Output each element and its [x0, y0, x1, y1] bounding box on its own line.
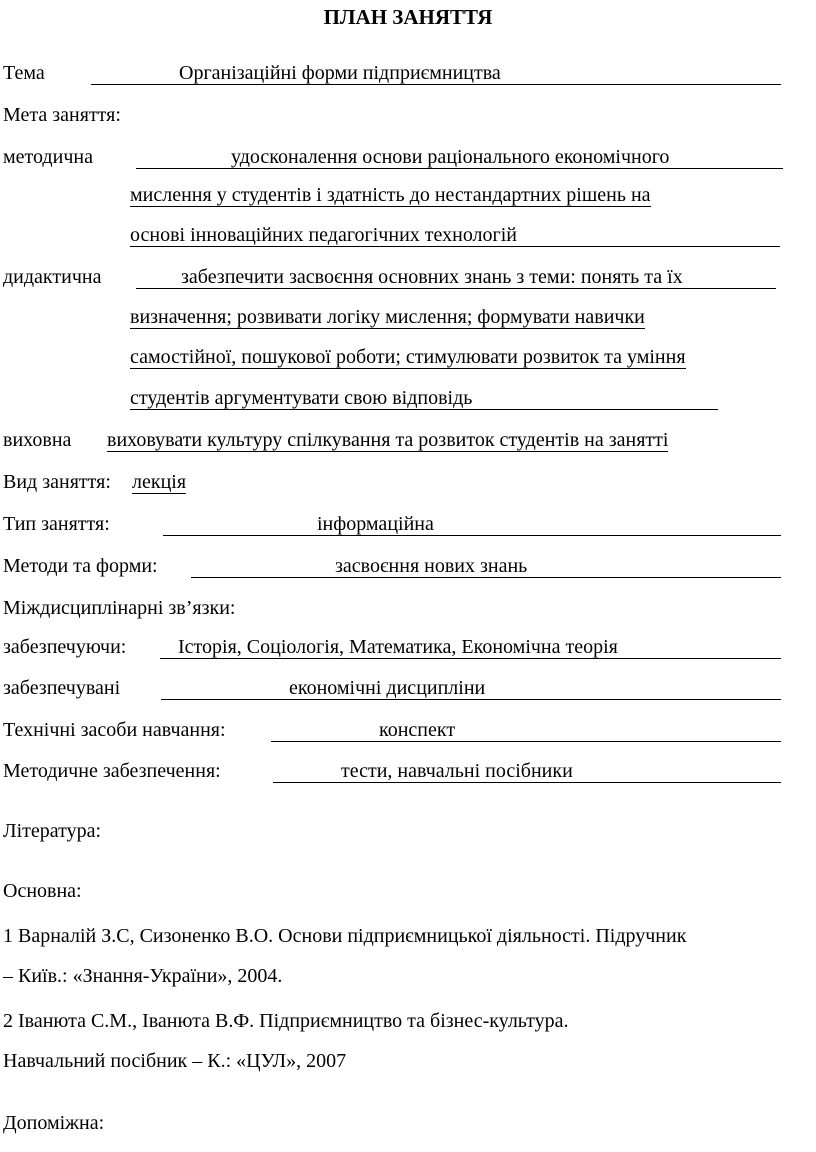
methodical-label: методична	[3, 146, 93, 168]
technical-row	[3, 715, 783, 745]
methodical-text-line-3: основі інноваційних педагогічних технологій	[130, 220, 780, 247]
goal-label: Мета заняття:	[3, 104, 121, 126]
didactic-label: дидактична	[3, 266, 102, 288]
reference-1-line-1: 1 Варналій З.С, Сизоненко В.О. Основи підприємницької діяльності. Підручник	[3, 925, 687, 947]
methods-value: засвоєння нових знань	[335, 555, 528, 577]
lesson-type-label: Тип заняття:	[3, 513, 110, 535]
providing-field	[160, 632, 781, 659]
main-literature-label: Основна:	[3, 880, 82, 902]
reference-2-line-1: 2 Іванюта С.М., Іванюта В.Ф. Підприємництво та бізнес-культура.	[3, 1010, 569, 1032]
provided-label: забезпечувані	[3, 677, 121, 699]
provided-row	[3, 673, 783, 703]
lesson-kind-label: Вид заняття:	[3, 471, 111, 493]
didactic-row	[3, 262, 783, 292]
methods-row	[3, 551, 783, 581]
methodical-line-3	[130, 220, 780, 246]
didactic-line-3	[130, 342, 686, 368]
additional-literature-label: Допоміжна:	[3, 1112, 105, 1134]
methodical-support-value: тести, навчальні посібники	[341, 760, 573, 782]
topic-value: Організаційні форми підприємництва	[179, 62, 501, 84]
educational-label: виховна	[3, 429, 72, 451]
provided-value: економічні дисципліни	[289, 677, 486, 699]
reference-2-line-2: Навчальний посібник – К.: «ЦУЛ», 2007	[3, 1050, 347, 1072]
topic-row	[3, 58, 783, 88]
educational-value: виховувати культуру спілкування та розвиток студентів на занятті	[107, 425, 668, 452]
didactic-line-2	[130, 302, 645, 328]
lesson-type-value: інформаційна	[317, 513, 434, 535]
document-title: ПЛАН ЗАНЯТТЯ	[323, 5, 493, 29]
educational-row	[3, 425, 793, 455]
methodical-line-2	[130, 180, 651, 206]
didactic-line-4	[130, 383, 718, 409]
lesson-type-field	[163, 509, 781, 536]
interdisciplinary-label: Міждисциплінарні зв’язки:	[3, 597, 236, 619]
reference-1-line-2: – Київ.: «Знання-України», 2004.	[3, 965, 283, 987]
methodical-support-row	[3, 756, 783, 786]
topic-field	[91, 58, 781, 85]
lesson-type-row	[3, 509, 783, 539]
technical-label: Технічні засоби навчання:	[3, 719, 226, 741]
didactic-text-line-4: студентів аргументувати свою відповідь	[130, 383, 718, 410]
didactic-text-line-1: забезпечити засвоєння основних знань з теми: понять та їх	[181, 266, 683, 288]
literature-label: Література:	[3, 820, 102, 842]
providing-row	[3, 632, 783, 662]
technical-value: конспект	[379, 719, 456, 741]
didactic-field-line-1	[136, 262, 776, 289]
educational-field	[107, 425, 668, 451]
methodical-support-label: Методичне забезпечення:	[3, 760, 221, 782]
lesson-kind-value: лекція	[132, 467, 186, 494]
methods-field	[191, 551, 781, 578]
providing-label: забезпечуючи:	[3, 636, 127, 658]
providing-value: Історія, Соціологія, Математика, Економічна теорія	[178, 636, 618, 658]
technical-field	[271, 715, 781, 742]
methodical-text-line-1: удосконалення основи раціонального економічного	[231, 146, 670, 168]
didactic-text-line-2: визначення; розвивати логіку мислення; формувати навички	[130, 302, 645, 329]
methodical-text-line-2: мислення у студентів і здатність до нестандартних рішень на	[130, 180, 651, 207]
methodical-field-line-1	[136, 142, 783, 169]
lesson-kind-field	[132, 467, 186, 493]
methodical-row	[3, 142, 783, 172]
methods-label: Методи та форми:	[3, 555, 158, 577]
topic-label: Тема	[3, 62, 45, 84]
provided-field	[161, 673, 781, 700]
methodical-support-field	[273, 756, 781, 783]
didactic-text-line-3: самостійної, пошукової роботи; стимулювати розвиток та уміння	[130, 342, 686, 369]
